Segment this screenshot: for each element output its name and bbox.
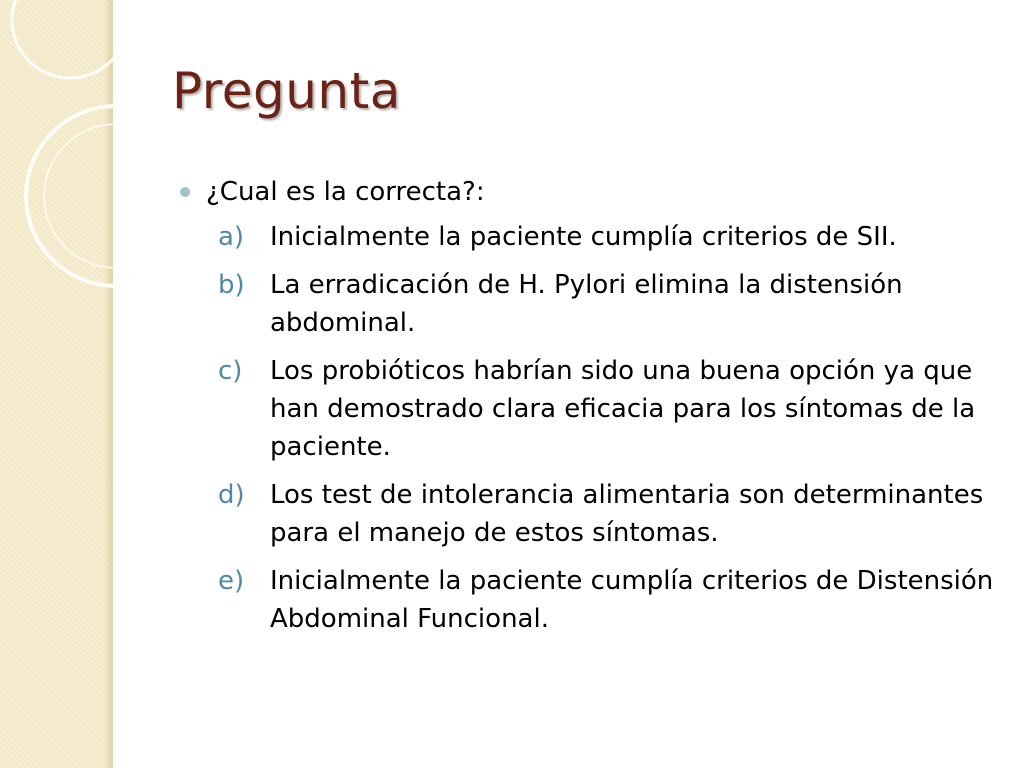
option-text: Los probióticos habrían sido una buena opción ya que han demostrado clara eficacia para los síntomas de la paciente. [270, 356, 976, 462]
option-marker: c) [218, 356, 243, 386]
option-marker: d) [218, 480, 245, 510]
option-marker: b) [218, 270, 245, 300]
option-text: Inicialmente la paciente cumplía criterios de SII. [270, 222, 897, 252]
answer-option-c [180, 352, 1000, 466]
option-marker: e) [218, 566, 245, 596]
option-text: Los test de intolerancia alimentaria son determinantes para el manejo de estos síntomas. [270, 480, 984, 548]
bullet-dot-icon [180, 187, 190, 197]
question-bullet [180, 172, 1000, 212]
option-text: La erradicación de H. Pylori elimina la distensión abdominal. [270, 270, 903, 338]
option-text: Inicialmente la paciente cumplía criterios de Distensión Abdominal Funcional. [270, 566, 994, 634]
option-marker: a) [218, 222, 245, 252]
answer-option-a [180, 218, 1000, 256]
question-text: ¿Cual es la correcta?: [206, 177, 485, 207]
answer-options-list [180, 218, 1000, 638]
answer-option-b [180, 266, 1000, 342]
slide-title: Pregunta [172, 62, 401, 120]
answer-option-e [180, 562, 1000, 638]
slide-body [180, 172, 1000, 648]
answer-option-d [180, 476, 1000, 552]
decorative-circles [0, 0, 180, 300]
